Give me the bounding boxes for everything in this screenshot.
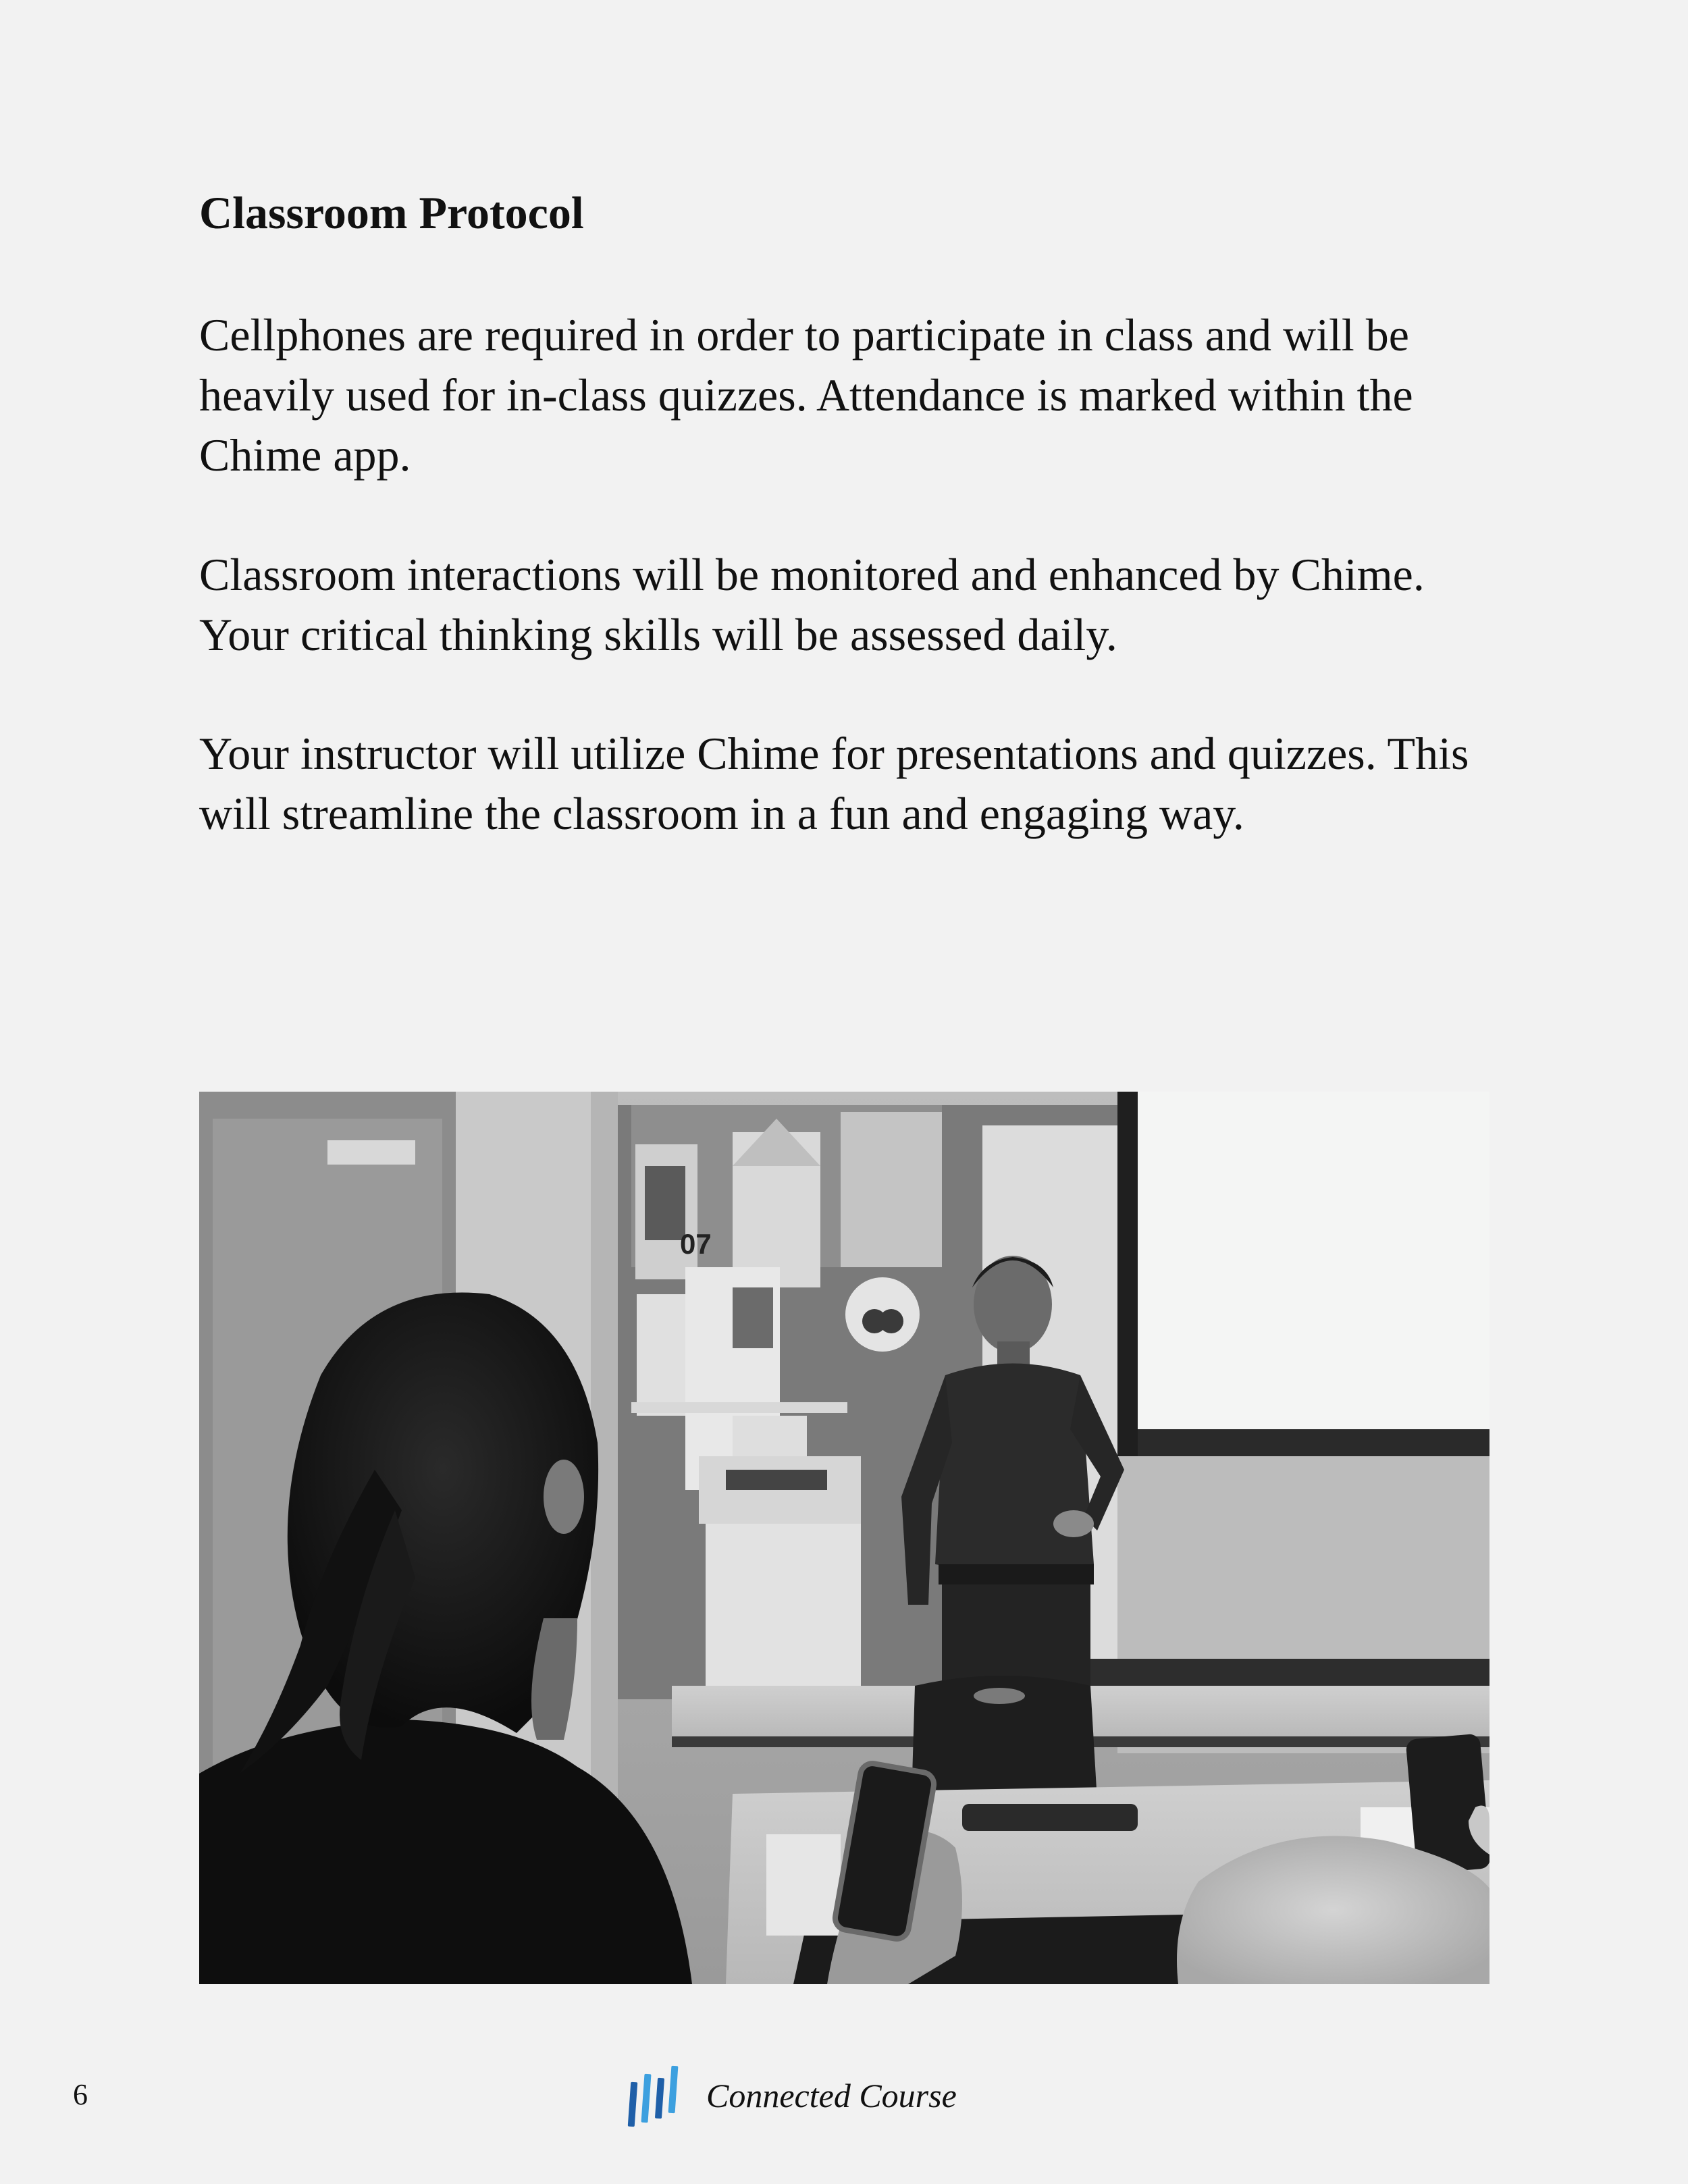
classroom-photo: [199, 1092, 1489, 1984]
paragraph-interactions: Classroom interactions will be monitored and enhanced by Chime. Your critical thinking skills will be assessed daily.: [199, 549, 1425, 660]
footer-brand: [624, 2062, 957, 2129]
poster-number: 07: [680, 1228, 712, 1260]
bars-logo-icon: [624, 2062, 685, 2129]
paragraph-instructor: Your instructor will utilize Chime for presentations and quizzes. This will streamline the classroom in a fun and engaging way.: [199, 728, 1469, 839]
page-heading: Classroom Protocol: [199, 187, 584, 238]
page-number: 6: [73, 2078, 88, 2111]
brand-name: Connected Course: [706, 2077, 957, 2114]
paragraph-cellphones: Cellphones are required in order to participate in class and will be heavily used for in-class quizzes. Attendance is marked within the Chime app.: [199, 309, 1413, 481]
